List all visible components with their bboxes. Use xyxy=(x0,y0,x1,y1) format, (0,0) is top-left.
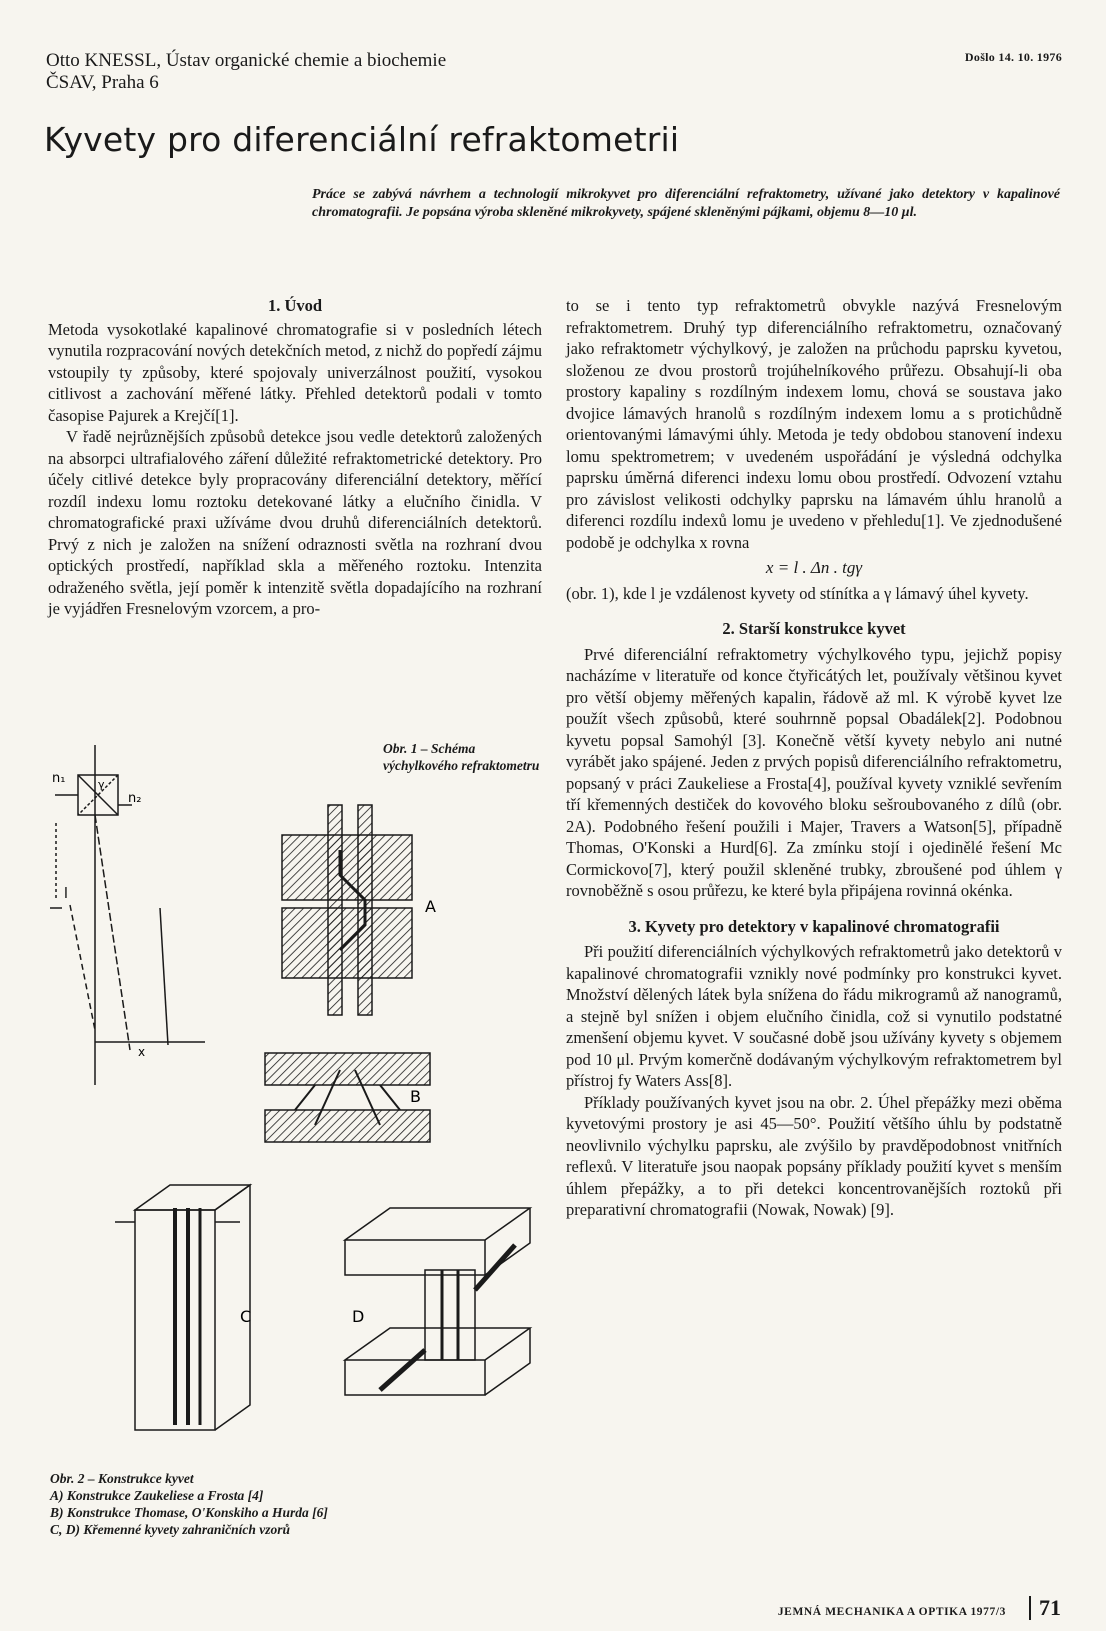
label-b: B xyxy=(410,1087,421,1106)
formula: x = l . Δn . tgγ xyxy=(765,558,863,577)
figure-drawings xyxy=(40,730,540,1470)
label-d: D xyxy=(352,1307,365,1326)
article-title: Kyvety pro diferenciální refraktometrii xyxy=(44,120,680,159)
right-column xyxy=(566,295,1062,1221)
label-c: C xyxy=(240,1307,252,1326)
author-line-2: ČSAV, Praha 6 xyxy=(46,72,159,93)
journal-name: JEMNÁ MECHANIKA A OPTIKA 1977/3 xyxy=(777,1606,1006,1618)
figure-2b-cuvette xyxy=(265,1053,430,1142)
label-n2: n₂ xyxy=(128,791,142,806)
author-affiliation xyxy=(46,50,446,94)
paragraph: Metoda vysokotlaké kapalinové chromatografie si v posledních létech vynutila rozpracování nových detekčních metod, z nichž do popředí zájmu vstoupily ty způsoby, které spojovaly univerzálnost použití, vysokou citlivost a zachování měřené látky. Přehled detektorů podali v tomto časopise Pajurek a Krejčí[1]. xyxy=(48,319,542,425)
figure-2-caption-a: A) Konstrukce Zaukeliese a Frosta [4] xyxy=(50,1488,264,1503)
figure-2d-cuvette xyxy=(345,1208,530,1395)
section-heading-3: 3. Kyvety pro detektory v kapalinové chromatografii xyxy=(628,916,1000,936)
section-heading-intro: 1. Úvod xyxy=(267,296,323,315)
label-n1: n₁ xyxy=(52,771,66,786)
figure-2-caption-title: Obr. 2 – Konstrukce kyvet xyxy=(50,1471,194,1486)
label-gamma: γ xyxy=(98,778,105,791)
paragraph: V řadě nejrůznějších způsobů detekce jsou vedle detektorů založených na absorpci ultrafialového záření důležité refraktometrické detektory. Pro účely citlivé detekce byly propracovány diferenciální detektory, měřící rozdíl indexu lomu roztoku detekované látky a elučního činidla. V chromatografické praxi užíváme dvou druhů diferenciálních detektorů. Prvý z nich je založen na snížení odraznosti světla na rozhraní dvou optických prostředí, například skla a měřeného roztoku. Intenzita odraženého světla, její poměr k intenzitě světla dopadajícího na rozhraní je vyjádřen Fresnelovým vzorcem, a pro- xyxy=(48,427,542,618)
paragraph: Příklady používaných kyvet jsou na obr. 2. Úhel přepážky mezi oběma kyvetovými prostory je asi 45—50°. Použití většího úhlu by podstatně neovlivnilo výchylku paprsku, ale zvýšilo by pravděpodobnost vnitřních reflexů. V literatuře jsou naopak popsány příklady použití kyvet s menším úhlem přepážky, a to při detekci koncentrovanějších roztoků při preparativní chromatografii (Nowak, Nowak) [9]. xyxy=(566,1092,1062,1219)
paragraph: Při použití diferenciálních výchylkových refraktometrů jako detektorů v kapalinové chromatografii vznikly nové podmínky pro konstrukci kyvet. Množství dělených látek byla snížena do řádu mikrogramů až nanogramů, a stejně byl snížen i objem elučního činidla, což si vynutilo podstatné zmenšení objemu kyvet. V současné době jsou užívány kyvety s objemem pod 10 μl. Prvým komerčně dodávaným výchylkovým refraktometrem byl přístroj fy Waters Ass[8]. xyxy=(566,942,1062,1090)
section-heading-2: 2. Starší konstrukce kyvet xyxy=(722,619,906,638)
label-a: A xyxy=(425,897,436,916)
received-date: Došlo 14. 10. 1976 xyxy=(964,50,1062,64)
label-l: l xyxy=(64,886,68,902)
figure-2a-cuvette xyxy=(282,805,412,1015)
figure-2-caption-b: B) Konstrukce Thomase, O'Konskiho a Hurda [6] xyxy=(50,1505,328,1520)
paragraph: to se i tento typ refraktometrů obvykle nazývá Fresnelovým refraktometrem. Druhý typ diferenciálního refraktometru, označovaný jako refraktometr výchylkový, je založen na průchodu paprsku kyvetou, složenou ze dvou prostorů trojúhelníkového průřezu. Obsahují-li oba prostory kapaliny s rozdílným indexem lomu, chová se soustava jako dvojice lámavých hranolů s rozdílným indexem lomu a s protichůdně orientovanými lámavými úhly. Metoda je tedy obdobou stanovení indexu lomu spektrometrem; v uvedeném uspořádání je výsledná odchylka paprsku úměrná diferenci indexu lomu obou prostředí. Odvození vztahu pro závislost velikosti odchylky paprsku na lámavém úhlu hranolů a diferenci rozdílu indexů lomu je uvedeno v přehledu[1]. Ve zjednodušené podobě je odchylka x rovna xyxy=(566,296,1062,552)
paragraph: Prvé diferenciální refraktometry výchylkového typu, jejichž popisy nacházíme v literatuře od konce čtyřicátých let, používaly většinou kyvet pro větší objemy měřených kapalin, řádově až ml. K výrobě kyvet lze použít všech způsobů, které souhrnně popsal Obadálek[2]. Podobnou kyvetu popsal Samohýl [3]. Konečně větší kyvety nebylo ani nutné vyrábět jako spájené. Jeden z prvých popisů diferenciálního refraktometru, popsaný v práci Zaukeliese a Frosta[4], používal kyvety vzniklé sevřením tří křemenných destiček do kovového bloku sešroubovaného z dílů (obr. 2A). Podobného řešení použili i Majer, Travers a Watson[5], případně Thomas, O'Konski a Hurd[6]. Za zmínku stojí i ojedinělé řešení Mc Cormickovo[7], který použil skleněné trubky, zbroušené pod úhlem γ rovnoběžně s osou průřezu, ke které byla připájena rovinná okénka. xyxy=(566,644,1062,900)
abstract: Práce se zabývá návrhem a technologií mikrokyvet pro diferenciální refraktometry, užívané jako detektory v kapalinové chromatografii. Je popsána výroba skleněné mikrokyvety, spájené skleněnými pájkami, objemu 8—10 μl. xyxy=(312,187,1060,220)
author-line-1: Otto KNESSL, Ústav organické chemie a biochemie xyxy=(46,50,447,71)
left-column xyxy=(48,295,542,620)
paragraph: (obr. 1), kde l je vzdálenost kyvety od stínítka a γ lámavý úhel kyvety. xyxy=(566,583,1029,603)
figure-2-caption-cd: C, D) Křemenné kyvety zahraničních vzorů xyxy=(50,1522,291,1537)
figure-2-caption xyxy=(50,1470,490,1538)
page-number: 71 xyxy=(1029,1596,1061,1620)
figure-2c-cuvette xyxy=(115,1185,250,1430)
label-x: x xyxy=(138,1045,146,1059)
figure-1-caption: Obr. 1 – Schéma výchylkového refraktometru xyxy=(383,741,540,773)
